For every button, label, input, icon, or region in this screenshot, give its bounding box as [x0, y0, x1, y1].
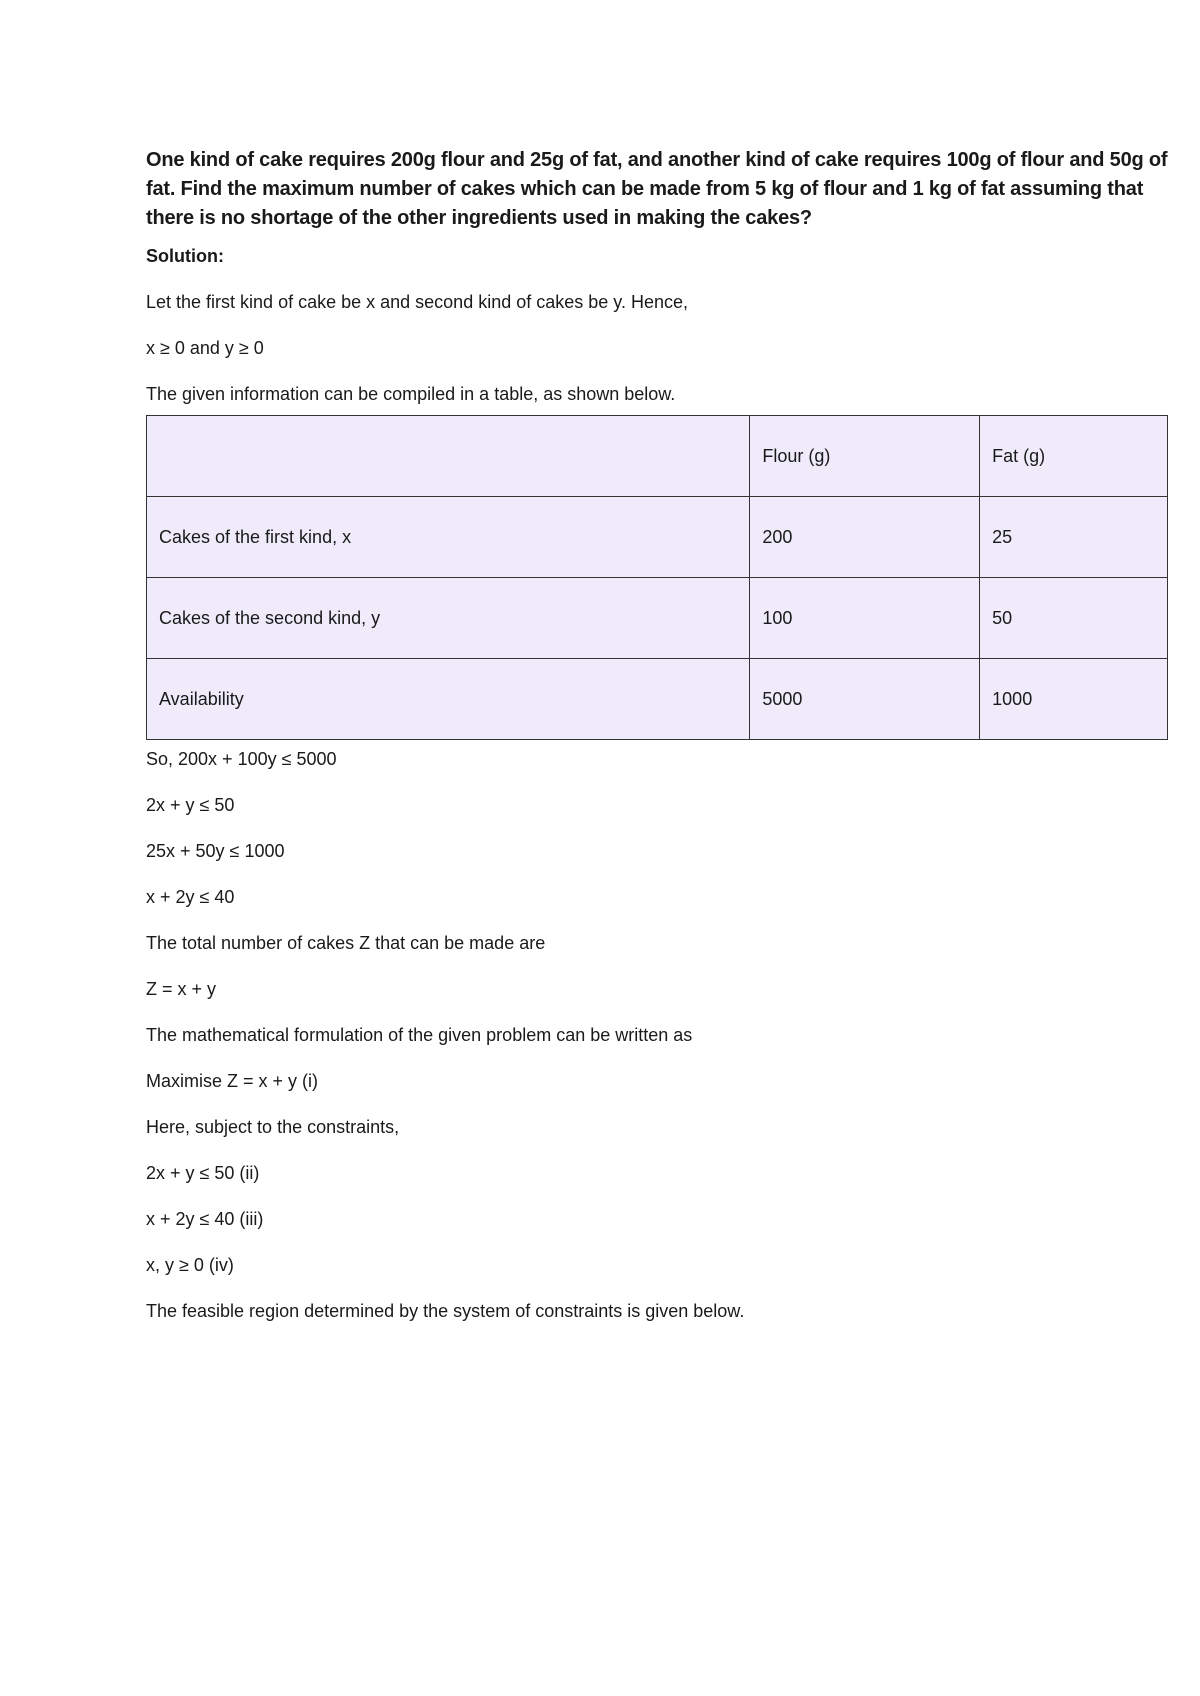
table-row — [147, 578, 1168, 659]
solution-line: Maximise Z = x + y (i) — [146, 1071, 319, 1091]
table-cell: Cakes of the first kind, x — [147, 497, 750, 578]
solution-line: So, 200x + 100y ≤ 5000 — [146, 749, 337, 769]
table-header-cell: Fat (g) — [980, 416, 1168, 497]
solution-heading: Solution: — [146, 246, 224, 266]
table-row — [147, 659, 1168, 740]
table-header-row — [147, 416, 1168, 497]
solution-line: The feasible region determined by the system of constraints is given below. — [146, 1301, 745, 1321]
solution-line: The mathematical formulation of the given problem can be written as — [146, 1025, 693, 1045]
solution-line: x, y ≥ 0 (iv) — [146, 1255, 234, 1275]
solution-line: Z = x + y — [146, 979, 217, 999]
document-page — [146, 146, 1168, 1346]
table-cell: Availability — [147, 659, 750, 740]
solution-line: 2x + y ≤ 50 — [146, 795, 235, 815]
intro-line: x ≥ 0 and y ≥ 0 — [146, 338, 264, 358]
ingredients-table — [146, 415, 1168, 740]
table-cell: Cakes of the second kind, y — [147, 578, 750, 659]
intro-line: The given information can be compiled in a table, as shown below. — [146, 384, 676, 404]
solution-line: Here, subject to the constraints, — [146, 1117, 400, 1137]
table-cell: 200 — [750, 497, 980, 578]
table-header-cell — [147, 416, 750, 497]
question-text: One kind of cake requires 200g flour and 25g of fat, and another kind of cake requires 100g of flour and 50g of fat. Find the maximum number of cakes which can be made from 5 kg of flour and 1 kg of fat assuming that there is no shortage of the other ingredients used in making the cakes? — [146, 149, 1168, 229]
table-cell: 5000 — [750, 659, 980, 740]
solution-line: 2x + y ≤ 50 (ii) — [146, 1163, 260, 1183]
table-cell: 50 — [980, 578, 1168, 659]
intro-line: Let the first kind of cake be x and second kind of cakes be y. Hence, — [146, 292, 688, 312]
table-header-cell: Flour (g) — [750, 416, 980, 497]
table-cell: 1000 — [980, 659, 1168, 740]
solution-line: x + 2y ≤ 40 (iii) — [146, 1209, 264, 1229]
solution-line: The total number of cakes Z that can be made are — [146, 933, 546, 953]
table-cell: 100 — [750, 578, 980, 659]
solution-line: 25x + 50y ≤ 1000 — [146, 841, 285, 861]
solution-line: x + 2y ≤ 40 — [146, 887, 235, 907]
table-row — [147, 497, 1168, 578]
table-cell: 25 — [980, 497, 1168, 578]
